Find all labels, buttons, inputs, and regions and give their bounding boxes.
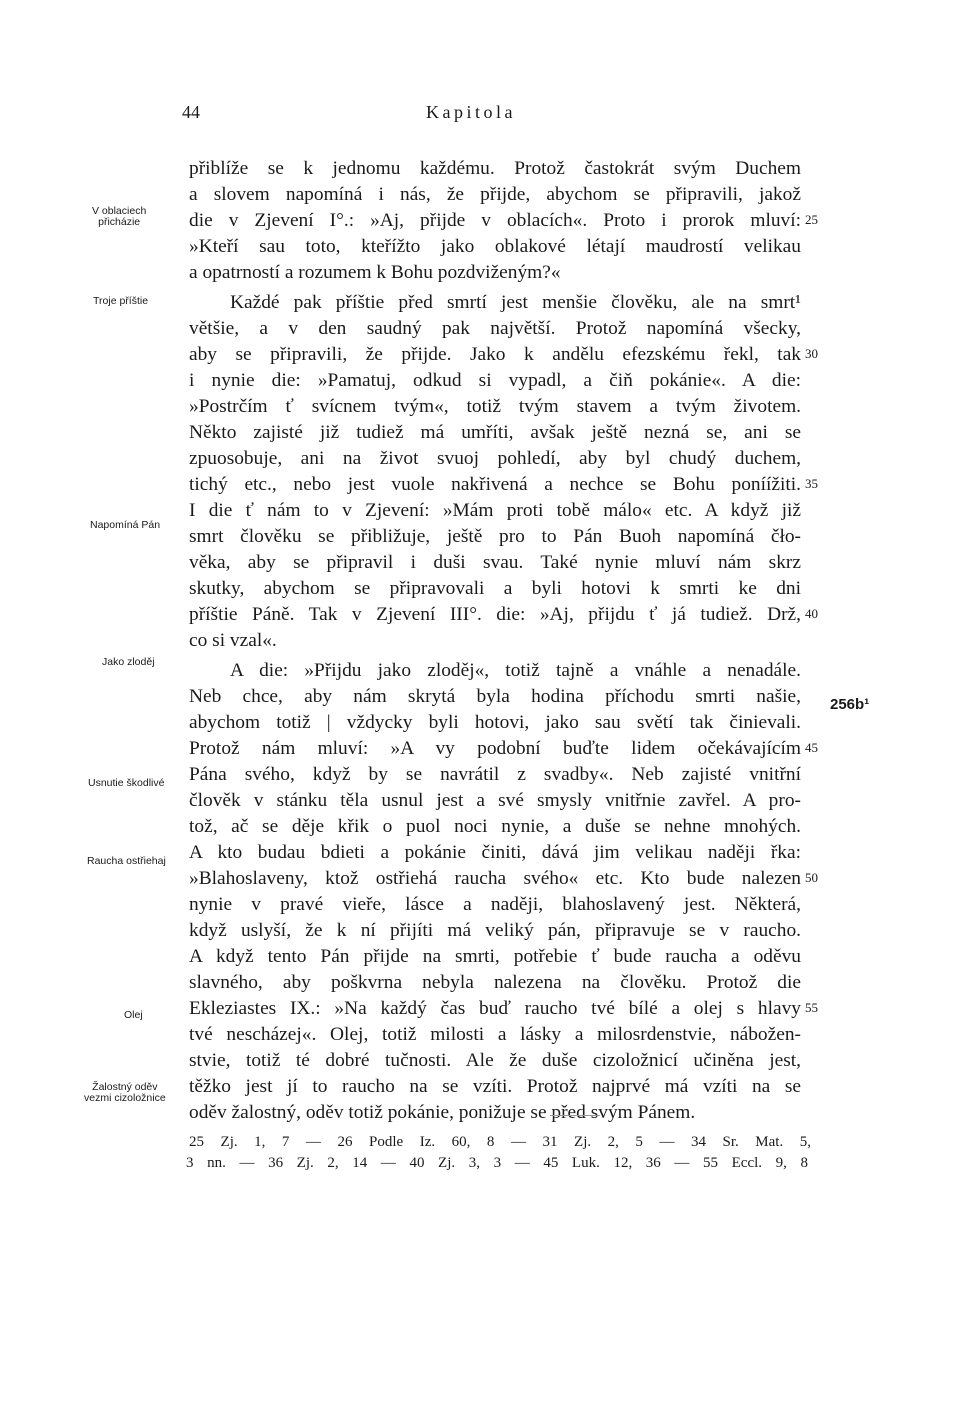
text-line: skutky, abychom se připravovali a byli hotovi k smrti ke dni [189, 578, 801, 599]
text-line: zpuosobuje, ani na život svuoj pohledí, aby byl chudý duchem, [189, 448, 801, 469]
text-line: A die: »Přijdu jako zloděj«, totiž tajně a vnáhle a nenadále. [230, 660, 801, 681]
text-line: a slovem napomíná i nás, že přijde, abychom se připravili, jakož [189, 184, 801, 205]
text-line: věka, aby se připravil i duši svau. Také nynie mluví nám skrz [189, 552, 801, 573]
margin-note [92, 206, 146, 228]
margin-note-line: Jako zloděj [102, 656, 155, 668]
margin-note [102, 657, 155, 668]
text-line: »Postrčím ť svícnem tvým«, totiž tvým stavem a tvým životem. [189, 396, 801, 417]
line-number: 25 [805, 212, 818, 227]
margin-note-line: vezmi cizoložnice [84, 1092, 166, 1104]
text-line: oděv žalostný, oděv totiž pokánie, ponižuje se před svým Pánem. [189, 1102, 696, 1123]
margin-note [124, 1010, 143, 1021]
text-line: člověk v stánku těla usnul jest a své smysly vnitřnie zavřel. A pro- [189, 790, 801, 811]
text-line: die v Zjevení I°.: »Aj, přijde v oblacích«. Proto i prorok mluví: [189, 210, 801, 231]
text-line: aby se připravili, že přijde. Jako k andělu efezskému řekl, tak [189, 344, 801, 365]
margin-note [88, 778, 164, 789]
text-line: I die ť nám to v Zjevení: »Mám proti tobě málo« etc. A když již [189, 500, 801, 521]
footnote-line: 3 nn. — 36 Zj. 2, 14 — 40 Zj. 3, 3 — 45 Luk. 12, 36 — 55 Eccl. 9, 8 [186, 1155, 808, 1171]
margin-note [87, 856, 166, 867]
running-title: Kapitola [426, 102, 516, 122]
margin-note [93, 296, 148, 307]
line-number: 40 [805, 606, 818, 621]
text-line: Protož nám mluví: »A vy podobní buďte lidem očekávajícím [189, 738, 801, 759]
text-line: tichý etc., nebo jest vuole nakřivená a nechce se Bohu poníížiti. [189, 474, 801, 495]
page-number: 44 [182, 102, 200, 122]
text-line: slavného, aby poškvrna nebyla nalezena na člověku. Protož die [189, 972, 801, 993]
text-line: Někto zajisté již tudiež má umříti, avšak ještě nezná se, ani se [189, 422, 801, 443]
margin-note-line: V oblaciech [92, 205, 147, 217]
text-line: nynie v pravé vieře, lásce a naději, blahoslavený jest. Některá, [189, 894, 801, 915]
line-number: 35 [805, 476, 818, 491]
folio-marker: 256b¹ [830, 696, 870, 713]
text-line: Pána svého, když by se navrátil z svadby«. Neb zajisté vnitřní [189, 764, 801, 785]
text-line: A když tento Pán přijde na smrti, potřebie ť bude raucha a oděvu [189, 946, 801, 967]
text-line: smrt člověku se přibližuje, ještě pro to Pán Buoh napomíná čło- [189, 526, 801, 547]
margin-note-line: Usnutie škodlivé [88, 777, 165, 789]
text-line: i nynie die: »Pamatuj, odkud si vypadl, a čiň pokánie«. A die: [189, 370, 801, 391]
line-number: 50 [805, 870, 818, 885]
footnote-line: 25 Zj. 1, 7 — 26 Podle Iz. 60, 8 — 31 Zj. 2, 5 — 34 Sr. Mat. 5, [189, 1134, 811, 1150]
text-line: a opatrností a rozumem k Bohu pozdviženým?« [189, 262, 561, 283]
line-number: 45 [805, 740, 818, 755]
margin-note-line: přicházie [98, 216, 141, 228]
text-line: abychom totiž | vždycky byli hotovi, jako sau světí tak činievali. [189, 712, 801, 733]
text-line: Neb chce, aby nám skrytá byla hodina příchodu smrti našie, [189, 686, 801, 707]
text-line: přiblíže se k jednomu každému. Protož častokrát svým Duchem [189, 158, 801, 179]
margin-note-line: Olej [124, 1009, 143, 1021]
text-line: když uslyší, že k ní přijíti má veliký pán, připravuje se v raucho. [189, 920, 801, 941]
margin-note-line: Žalostný oděv [92, 1081, 158, 1093]
text-line: »Kteří sau toto, kteřížto jako oblakové létají maudrostí velikau [189, 236, 801, 257]
text-line: příštie Páně. Tak v Zjevení III°. die: »Aj, přijdu ť já tudiež. Drž, [189, 604, 801, 625]
line-number: 30 [805, 346, 818, 361]
text-line: Každé pak příštie před smrtí jest menšie člověku, ale na smrt¹ [230, 292, 801, 313]
margin-note [84, 1082, 166, 1104]
text-line: těžko jest jí to raucho na se vzíti. Protož najprvé má vzíti na se [189, 1076, 801, 1097]
text-line: A kto budau bdieti a pokánie činiti, dává jim velikau naději řka: [189, 842, 801, 863]
margin-note [90, 520, 160, 531]
text-line: většie, a v den saudný pak najvětší. Protož napomíná všecky, [189, 318, 801, 339]
text-line: tož, ač se děje křik o puol noci nynie, a duše se nehne mnohých. [189, 816, 801, 837]
footnote-rule [550, 1115, 600, 1116]
text-line: stvie, totiž té dobré tučnosti. Ale že duše cizoložnicí učiněna jest, [189, 1050, 801, 1071]
text-line: tvé nescházej«. Olej, totiž milosti a lásky a milosrdenstvie, nábožen- [189, 1024, 801, 1045]
text-line: Ekleziastes IX.: »Na každý čas buď raucho tvé bílé a olej s hlavy [189, 998, 801, 1019]
text-line: »Blahoslaveny, ktož ostřiehá raucha svého« etc. Kto bude nalezen [189, 868, 801, 889]
margin-note-line: Troje příštie [93, 295, 149, 307]
text-line: co si vzal«. [189, 630, 277, 651]
margin-note-line: Raucha ostřiehaj [87, 855, 166, 867]
margin-note-line: Napomíná Pán [90, 519, 161, 531]
line-number: 55 [805, 1000, 818, 1015]
